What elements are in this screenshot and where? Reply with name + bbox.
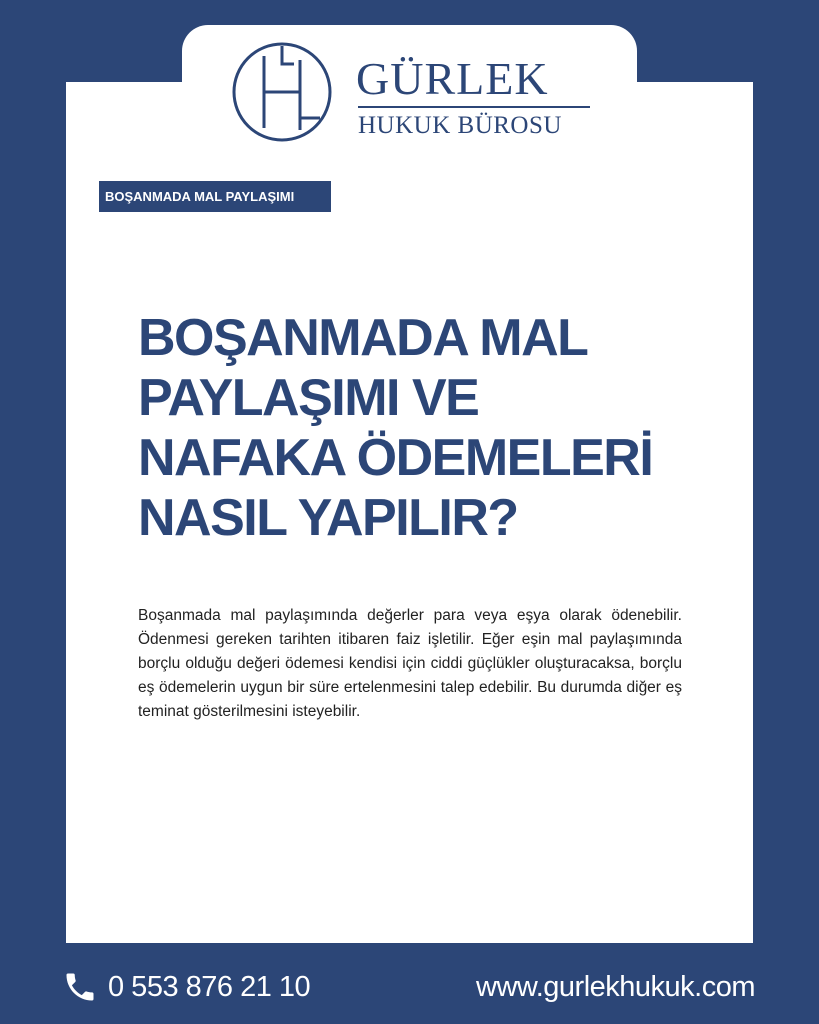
brand-name: GÜRLEK <box>356 53 549 104</box>
headline-line: BOŞANMADA MAL <box>138 309 588 367</box>
headline <box>138 308 718 548</box>
brand-divider <box>358 106 590 108</box>
phone-icon <box>62 969 98 1005</box>
headline-line: NASIL YAPILIR? <box>138 489 518 547</box>
phone-contact[interactable] <box>62 967 310 1007</box>
category-label: BOŞANMADA MAL PAYLAŞIMI <box>99 181 331 212</box>
headline-line: NAFAKA ÖDEMELERİ <box>138 429 653 487</box>
gurlek-logo-icon <box>228 42 336 142</box>
body-paragraph: Boşanmada mal paylaşımında değerler para veya eşya olarak ödenebilir. Ödenmesi gereken tarihten itibaren faiz işletilir. Eğer eşin mal paylaşımında borçlu olduğu değeri ödemesi kendisi için ciddi güçlükler oluşturacaksa, borçlu eş ödemelerin uygun bir süre ertelenmesini talep edebilir. Bu durumda diğer eş teminat gösterilmesini isteyebilir. <box>138 607 682 720</box>
website-link[interactable]: www.gurlekhukuk.com <box>476 971 755 1003</box>
brand-subtitle: HUKUK BÜROSU <box>358 112 562 139</box>
headline-line: PAYLAŞIMI VE <box>138 369 479 427</box>
phone-number: 0 553 876 21 10 <box>108 970 311 1003</box>
